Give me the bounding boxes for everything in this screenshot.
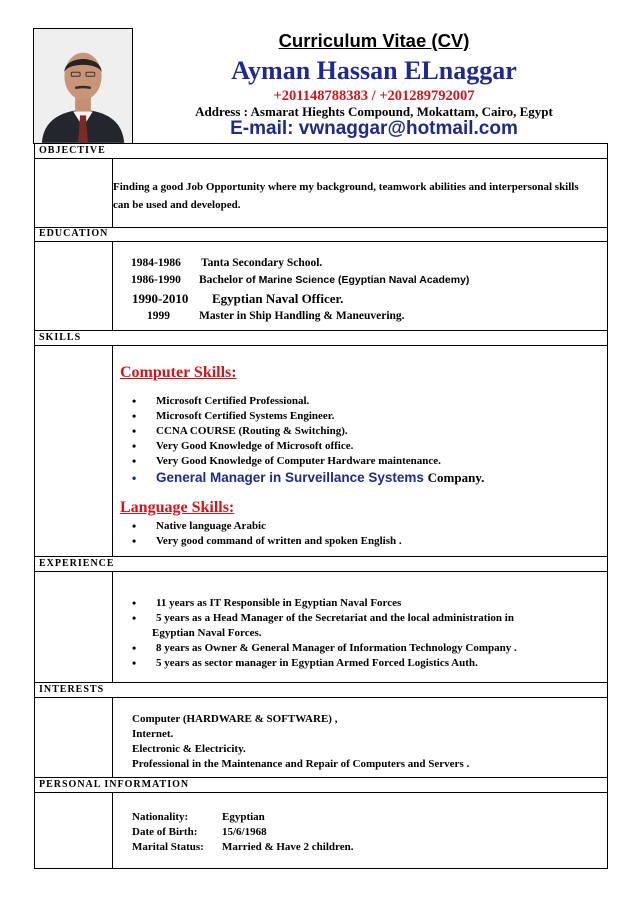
interests-list [132, 712, 469, 772]
phone-numbers: +201148788383 / +201289792007 [273, 88, 475, 104]
section-heading: EDUCATION [35, 227, 607, 242]
email-line[interactable]: E-mail: vwnaggar@hotmail.com [230, 118, 518, 139]
section-objective [34, 143, 608, 228]
person-photo-icon [34, 29, 132, 143]
list-item: Electronic & Electricity. [132, 743, 246, 755]
personal-info-row: Marital Status: Married & Have 2 children. [132, 841, 354, 853]
list-item-highlight: • General Manager in Surveillance Systems Company. [132, 469, 484, 487]
computer-skills-title: Computer Skills: [120, 364, 237, 381]
personal-info-list [132, 810, 353, 855]
section-interests [34, 683, 608, 778]
section-education [34, 227, 608, 331]
list-item: • Microsoft Certified Systems Engineer. [132, 409, 484, 424]
experience-list [132, 596, 517, 671]
personal-info-row: Nationality: Egyptian [132, 811, 265, 823]
education-item: 1984-1986 Tanta Secondary School. [131, 257, 323, 269]
list-item: • Native language Arabic [132, 519, 402, 534]
candidate-name: Ayman Hassan ELnaggar [231, 56, 517, 85]
section-experience [34, 557, 608, 683]
section-heading: OBJECTIVE [35, 144, 607, 159]
list-item: Computer (HARDWARE & SOFTWARE) , [132, 713, 338, 725]
section-skills [34, 331, 608, 557]
section-heading: EXPERIENCE [35, 557, 607, 572]
cv-title: Curriculum Vitae (CV) [278, 30, 470, 51]
list-item: • 5 years as a Head Manager of the Secretariat and the local administration in [132, 611, 517, 626]
list-item: • 11 years as IT Responsible in Egyptian Naval Forces [132, 596, 517, 611]
personal-info-row: Date of Birth: 15/6/1968 [132, 826, 267, 838]
section-heading: INTERESTS [35, 683, 607, 698]
section-heading: PERSONAL INFORMATION [35, 778, 607, 793]
list-item: • 5 years as sector manager in Egyptian Armed Forced Logistics Auth. [132, 656, 517, 671]
education-item: 1999 Master in Ship Handling & Maneuvering. [147, 310, 405, 322]
list-item: • Microsoft Certified Professional. [132, 394, 484, 409]
objective-text: Finding a good Job Opportunity where my background, teamwork abilities and interpersonal skills can be used and developed. [113, 181, 579, 211]
list-item: • Very Good Knowledge of Computer Hardware maintenance. [132, 454, 484, 469]
list-item: • CCNA COURSE (Routing & Switching). [132, 424, 484, 439]
section-personal-information [34, 778, 608, 869]
education-item: 1986-1990 Bachelor of Marine Science (Egyptian Naval Academy) [131, 274, 470, 286]
education-item: 1990-2010 Egyptian Naval Officer. [132, 291, 344, 306]
language-skills-title: Language Skills: [120, 499, 235, 516]
list-item: • Very Good Knowledge of Microsoft office. [132, 439, 484, 454]
list-item: • 8 years as Owner & General Manager of Information Technology Company . [132, 641, 517, 656]
computer-skills-list [132, 394, 484, 487]
list-item: • Very good command of written and spoken English . [132, 534, 402, 549]
profile-photo [33, 28, 133, 144]
list-item-continued: Egyptian Naval Forces. [152, 627, 262, 639]
language-skills-list [132, 519, 402, 549]
section-heading: SKILLS [35, 331, 607, 346]
list-item: Internet. [132, 728, 174, 740]
address-line: Address : Asmarat Hieghts Compound, Mokattam, Cairo, Egypt [195, 104, 553, 119]
list-item: Professional in the Maintenance and Repair of Computers and Servers . [132, 758, 470, 770]
